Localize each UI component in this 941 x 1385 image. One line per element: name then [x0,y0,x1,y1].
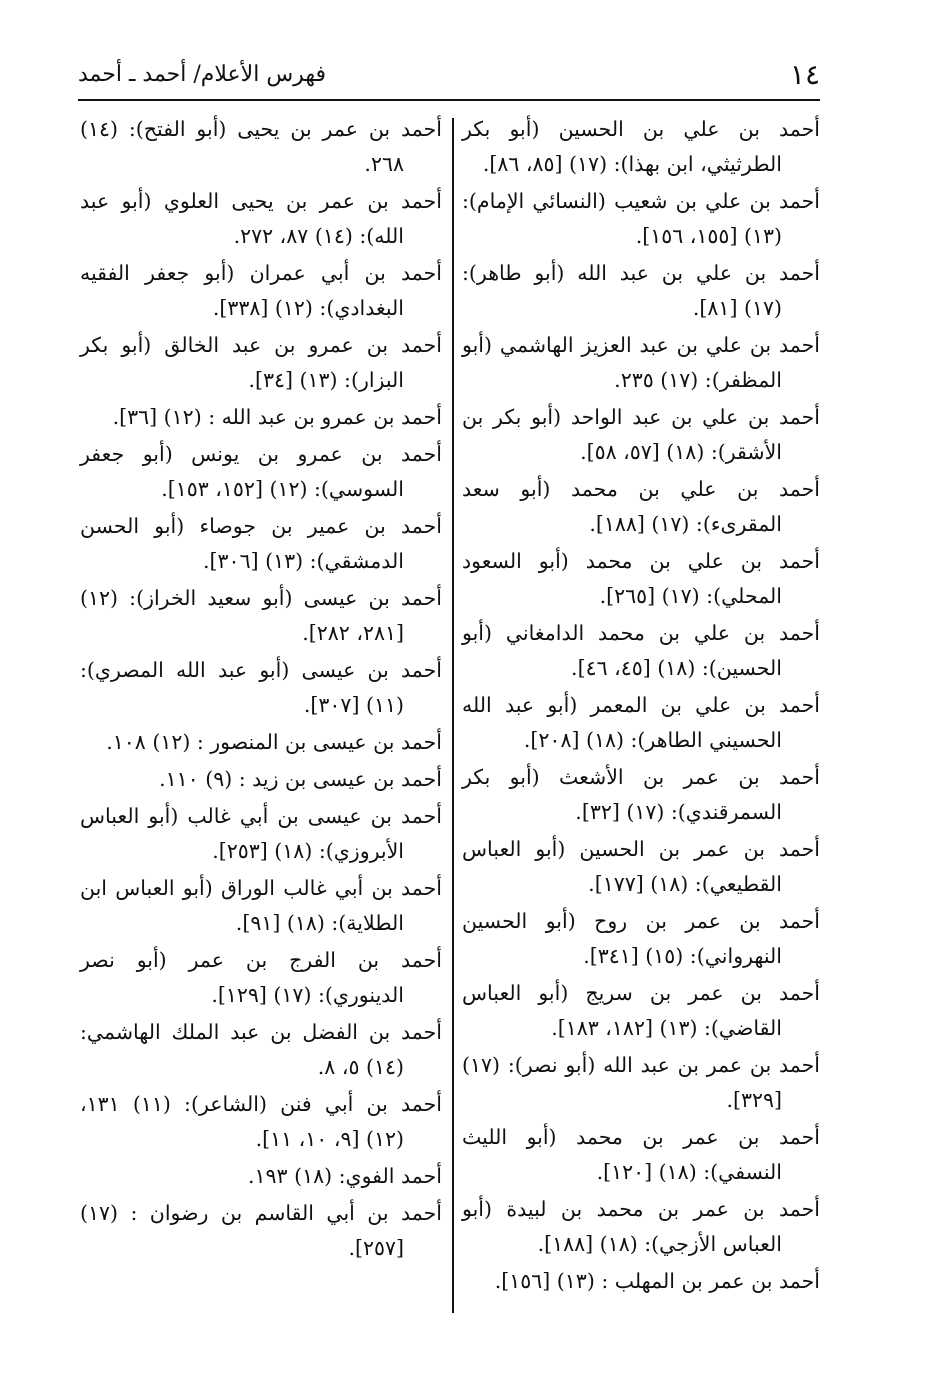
index-entry: أحمد بن عمرو بن عبد الله : (١٢) [٣٦]. [112,405,442,429]
index-entry: أحمد بن علي بن محمد الدامغاني (أبو الحسين): (١٨) [٤٥، ٤٦]. [462,621,820,680]
index-entry: أحمد بن عيسى (أبو عبد الله المصري): (١١) [٣٠٧]. [80,658,442,717]
index-entry: أحمد بن علي بن عبد الله (أبو طاهر): (١٧) [٨١]. [462,261,820,320]
index-entry: أحمد بن أبي القاسم بن رضوان : (١٧) [٢٥٧]. [80,1201,442,1260]
index-entry: أحمد بن عيسى بن المنصور : (١٢) ١٠٨. [106,730,442,754]
index-entry: أحمد بن عمر بن عبد الله (أبو نصر): (١٧) [٣٢٩]. [462,1053,820,1112]
page-header [78,55,820,95]
column-divider [452,118,454,1313]
index-entry: أحمد بن الفرج بن عمر (أبو نصر الدينوري): (١٧) [١٢٩]. [80,948,442,1007]
index-entry: أحمد بن علي بن محمد (أبو سعد المقرىء): (١٧) [١٨٨]. [462,477,820,536]
index-entry: أحمد بن علي بن عبد الواحد (أبو بكر بن الأشقر): (١٨) [٥٧، ٥٨]. [462,405,820,464]
index-entry: أحمد بن عمر بن الحسين (أبو العباس القطيعي): (١٨) [١٧٧]. [462,837,820,896]
index-entry: أحمد بن علي بن عبد العزيز الهاشمي (أبو المظفر): (١٧) ٢٣٥. [462,333,820,392]
index-entry: أحمد بن عمر بن محمد بن لبيدة (أبو العباس الأزجي): (١٨) [١٨٨]. [462,1197,820,1256]
index-entry: أحمد بن علي بن المعمر (أبو عبد الله الحسيني الطاهر): (١٨) [٢٠٨]. [462,693,820,752]
index-entry: أحمد بن عمر بن روح (أبو الحسين النهرواني): (١٥) [٣٤١]. [462,909,820,968]
index-entry: أحمد بن عمر بن سريج (أبو العباس القاضي): (١٣) [١٨٢، ١٨٣]. [462,981,820,1040]
index-entry: أحمد بن عيسى بن أبي غالب (أبو العباس الأبروزي): (١٨) [٢٥٣]. [80,804,442,863]
index-entry: أحمد بن عمر بن يحيى العلوي (أبو عبد الله): (١٤) ٨٧، ٢٧٢. [80,189,442,248]
page-number: ١٤ [789,58,820,91]
index-entry: أحمد بن عمر بن المهلب : (١٣) [١٥٦]. [494,1269,820,1293]
index-entry: أحمد بن أبي فنن (الشاعر): (١١) ١٣١، (١٢) [٩، ١٠، ١١]. [80,1092,443,1151]
index-column-right [462,112,820,1312]
index-entry: أحمد الفوي: (١٨) ١٩٣. [248,1164,442,1188]
index-entry: أحمد بن أبي غالب الوراق (أبو العباس ابن الطلاية): (١٨) [٩١]. [80,876,442,935]
index-entry: أحمد بن عمرو بن يونس (أبو جعفر السوسي): (١٢) [١٥٢، ١٥٣]. [80,442,442,501]
index-entry: أحمد بن عمر بن يحيى (أبو الفتح): (١٤) ٢٦٨. [80,117,442,176]
index-entry: أحمد بن أبي عمران (أبو جعفر الفقيه البغدادي): (١٢) [٣٣٨]. [80,261,442,320]
index-entry: أحمد بن عمر بن محمد (أبو الليث النسفي): (١٨) [١٢٠]. [462,1125,820,1184]
index-entry: أحمد بن عيسى (أبو سعيد الخراز): (١٢) [٢٨١، ٢٨٢]. [80,586,442,645]
index-entry: أحمد بن علي بن شعيب (النسائي الإمام): (١٣) [١٥٥، ١٥٦]. [462,189,820,248]
index-entry: أحمد بن عمرو بن عبد الخالق (أبو بكر البزار): (١٣) [٣٤]. [80,333,442,392]
index-entry: أحمد بن علي بن محمد (أبو السعود المحلي): (١٧) [٢٦٥]. [462,549,820,608]
index-entry: أحمد بن عمر بن الأشعث (أبو بكر السمرقندي): (١٧) [٣٢]. [462,765,820,824]
header-rule [78,99,820,101]
index-column-left [80,112,442,1312]
index-entry: أحمد بن الفضل بن عبد الملك الهاشمي: (١٤) ٥، ٨. [80,1020,442,1079]
index-entry: أحمد بن علي بن الحسين (أبو بكر الطرثيثي، ابن بهذا): (١٧) [٨٥، ٨٦]. [462,117,820,176]
running-title: فهرس الأعلام/ أحمد ـ أحمد [78,62,326,87]
index-entry: أحمد بن عيسى بن زيد : (٩) ١١٠. [159,767,442,791]
index-entry: أحمد بن عمير بن جوصاء (أبو الحسن الدمشقي): (١٣) [٣٠٦]. [80,514,442,573]
